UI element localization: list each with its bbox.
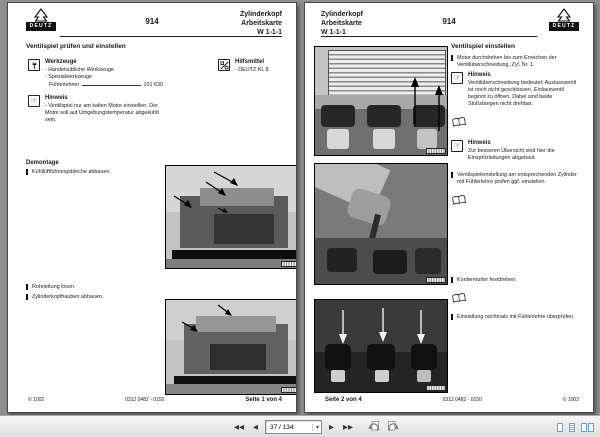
instruction-column [451,43,585,210]
deutz-wordmark: DEUTZ [549,22,579,31]
card-title: Zylinderkopf Arbeitskarte W 1-1-1 [321,11,364,36]
removal-steps [26,284,161,303]
tools-item: - Spezialwerkzeuge [45,74,93,80]
figure-adjusting-with-feeler-gauge [314,163,448,285]
deutz-tree-icon [553,8,575,22]
step-text: Kühlluftführungsbleche abbauen. [32,169,111,175]
single-page-layout-button[interactable] [556,422,564,433]
section-heading: Demontage [26,160,59,166]
single-page-icon [557,423,563,432]
instruction-column-lower [451,277,585,323]
step-text: Zylinderkopfhauben abbauen. [32,293,104,300]
note-body: Zur besseren Übersicht sind hier die Einspritzleitungen abgebaut. [468,148,555,161]
header-rule [60,36,282,37]
step-text: Einstellung nochmals mit Fühlerlehre überprüfen. [457,313,575,320]
facing-page-left-icon [581,423,587,432]
step-marker [451,314,453,320]
aids-box [218,59,269,74]
callout-arrows [166,300,297,395]
figure-number-chip [427,278,445,282]
callout-arrows [166,166,297,269]
continuous-pages-icon [569,423,575,432]
figure-recheck-clearance [314,299,448,393]
figure-number-chip [427,386,445,390]
note-heading: Hinweis [468,72,491,78]
step-marker [451,277,453,283]
callout-arrows [315,47,448,156]
next-page-button[interactable]: ▶ [329,422,335,431]
figure-number-chip [427,149,445,153]
viewer-toolbar [0,415,600,437]
leader-line [82,81,140,86]
step-text: Ventilspieleinstellung am entsprechenden Zylinder mit Fühlerlehre prüfen ggf. einstellen. [457,172,577,185]
manual-page-1 [7,2,297,413]
callout-arrows [315,300,448,393]
footer-doc-number: 0312 0482 - 0150 [125,397,165,403]
note-heading: Hinweis [45,95,68,101]
note-box [451,140,585,162]
deutz-logo [549,8,579,31]
figure-number-chip [282,388,297,392]
step-text: Rohrleitung lösen. [32,284,76,290]
tool-reference-line: Fühlerlehren 101 630 [49,82,163,88]
note-box [451,72,585,108]
step-marker [451,172,453,178]
engine-model: 914 [145,17,159,26]
workshop-manual-icon [452,114,466,132]
engine-model: 914 [442,17,456,26]
page-title: Ventilspiel einstellen [451,43,515,50]
last-page-button[interactable]: ▶▶ [343,422,354,431]
header-rule [321,36,537,37]
note-box [28,95,163,124]
note-body: Ventilüberschneidung bedeutet: Auslassventil ist noch nicht geschlossen, Einlassventil beginnt zu öffnen. Dabei sind beide Stoßstangen nicht drehbar. [468,80,577,107]
aids-item: - DEUTZ KL 8 [235,67,269,73]
tools-heading: Werkzeuge [45,59,77,65]
page-number-input[interactable] [265,420,322,434]
step-marker [26,284,28,290]
footer-page-count: Seite 2 von 4 [325,397,362,403]
first-page-button[interactable]: ◀◀ [234,422,244,431]
workshop-manual-icon [452,192,466,210]
step-marker [26,169,28,175]
figure-engine-head-covers [165,299,297,395]
note-body: - Ventilspiel nur am kalten Motor einstellen. Der Motor soll auf Umgebungstemperatur abgekühlt sein. [45,103,159,123]
facing-page-right-icon [588,423,594,432]
page-footer [325,397,579,403]
previous-view-icon [368,420,380,432]
next-view-button[interactable] [385,418,401,436]
note-heading: Hinweis [468,140,491,146]
aids-heading: Hilfsmittel [235,59,265,65]
pointing-hand-icon: ☞ [451,72,463,84]
footer-doc-number: 0312 0482 - 0150 [442,397,482,403]
tools-item: - Handelsübliche Werkzeuge [45,67,114,73]
previous-view-button[interactable] [366,418,382,436]
aids-icon [218,59,230,71]
tools-box [28,59,163,89]
continuous-layout-button[interactable] [568,422,576,433]
demontage-section [26,160,156,179]
page-navigation [232,416,401,437]
manual-page-2 [304,2,594,413]
pointing-hand-icon: ☞ [451,140,463,152]
footer-page-count: Seite 1 von 4 [245,397,282,403]
figure-valve-overlap-check [314,46,448,156]
page-layout-controls [556,416,595,437]
card-title: Zylinderkopf Arbeitskarte W 1-1-1 [239,11,282,36]
figure-number-chip [282,262,297,266]
next-view-icon [387,420,399,432]
step-marker [26,294,28,300]
deutz-wordmark: DEUTZ [26,22,56,31]
page-footer [28,397,282,403]
footer-copyright: © 1002 [562,397,579,403]
step-text: Kontermutter festdrehen. [457,277,517,283]
step-marker [451,55,453,61]
workshop-manual-icon [452,290,466,308]
page-number-value[interactable]: 37 / 134 [270,423,294,431]
page-title: Ventilspiel prüfen und einstellen [26,43,126,50]
page-dropdown-caret-icon[interactable]: ▾ [312,424,319,431]
pointing-hand-icon: ☞ [28,95,40,107]
figure-engine-cooling-ducts [165,165,297,269]
previous-page-button[interactable]: ◀ [253,422,258,431]
footer-copyright: © 1002 [28,397,45,403]
facing-pages-layout-button[interactable] [580,422,595,433]
tools-icon [28,59,40,71]
step-text: Motor durchdrehen bis zum Erreichen der Ventilüberschneidung, Zyl. Nr. 1. [457,55,557,68]
